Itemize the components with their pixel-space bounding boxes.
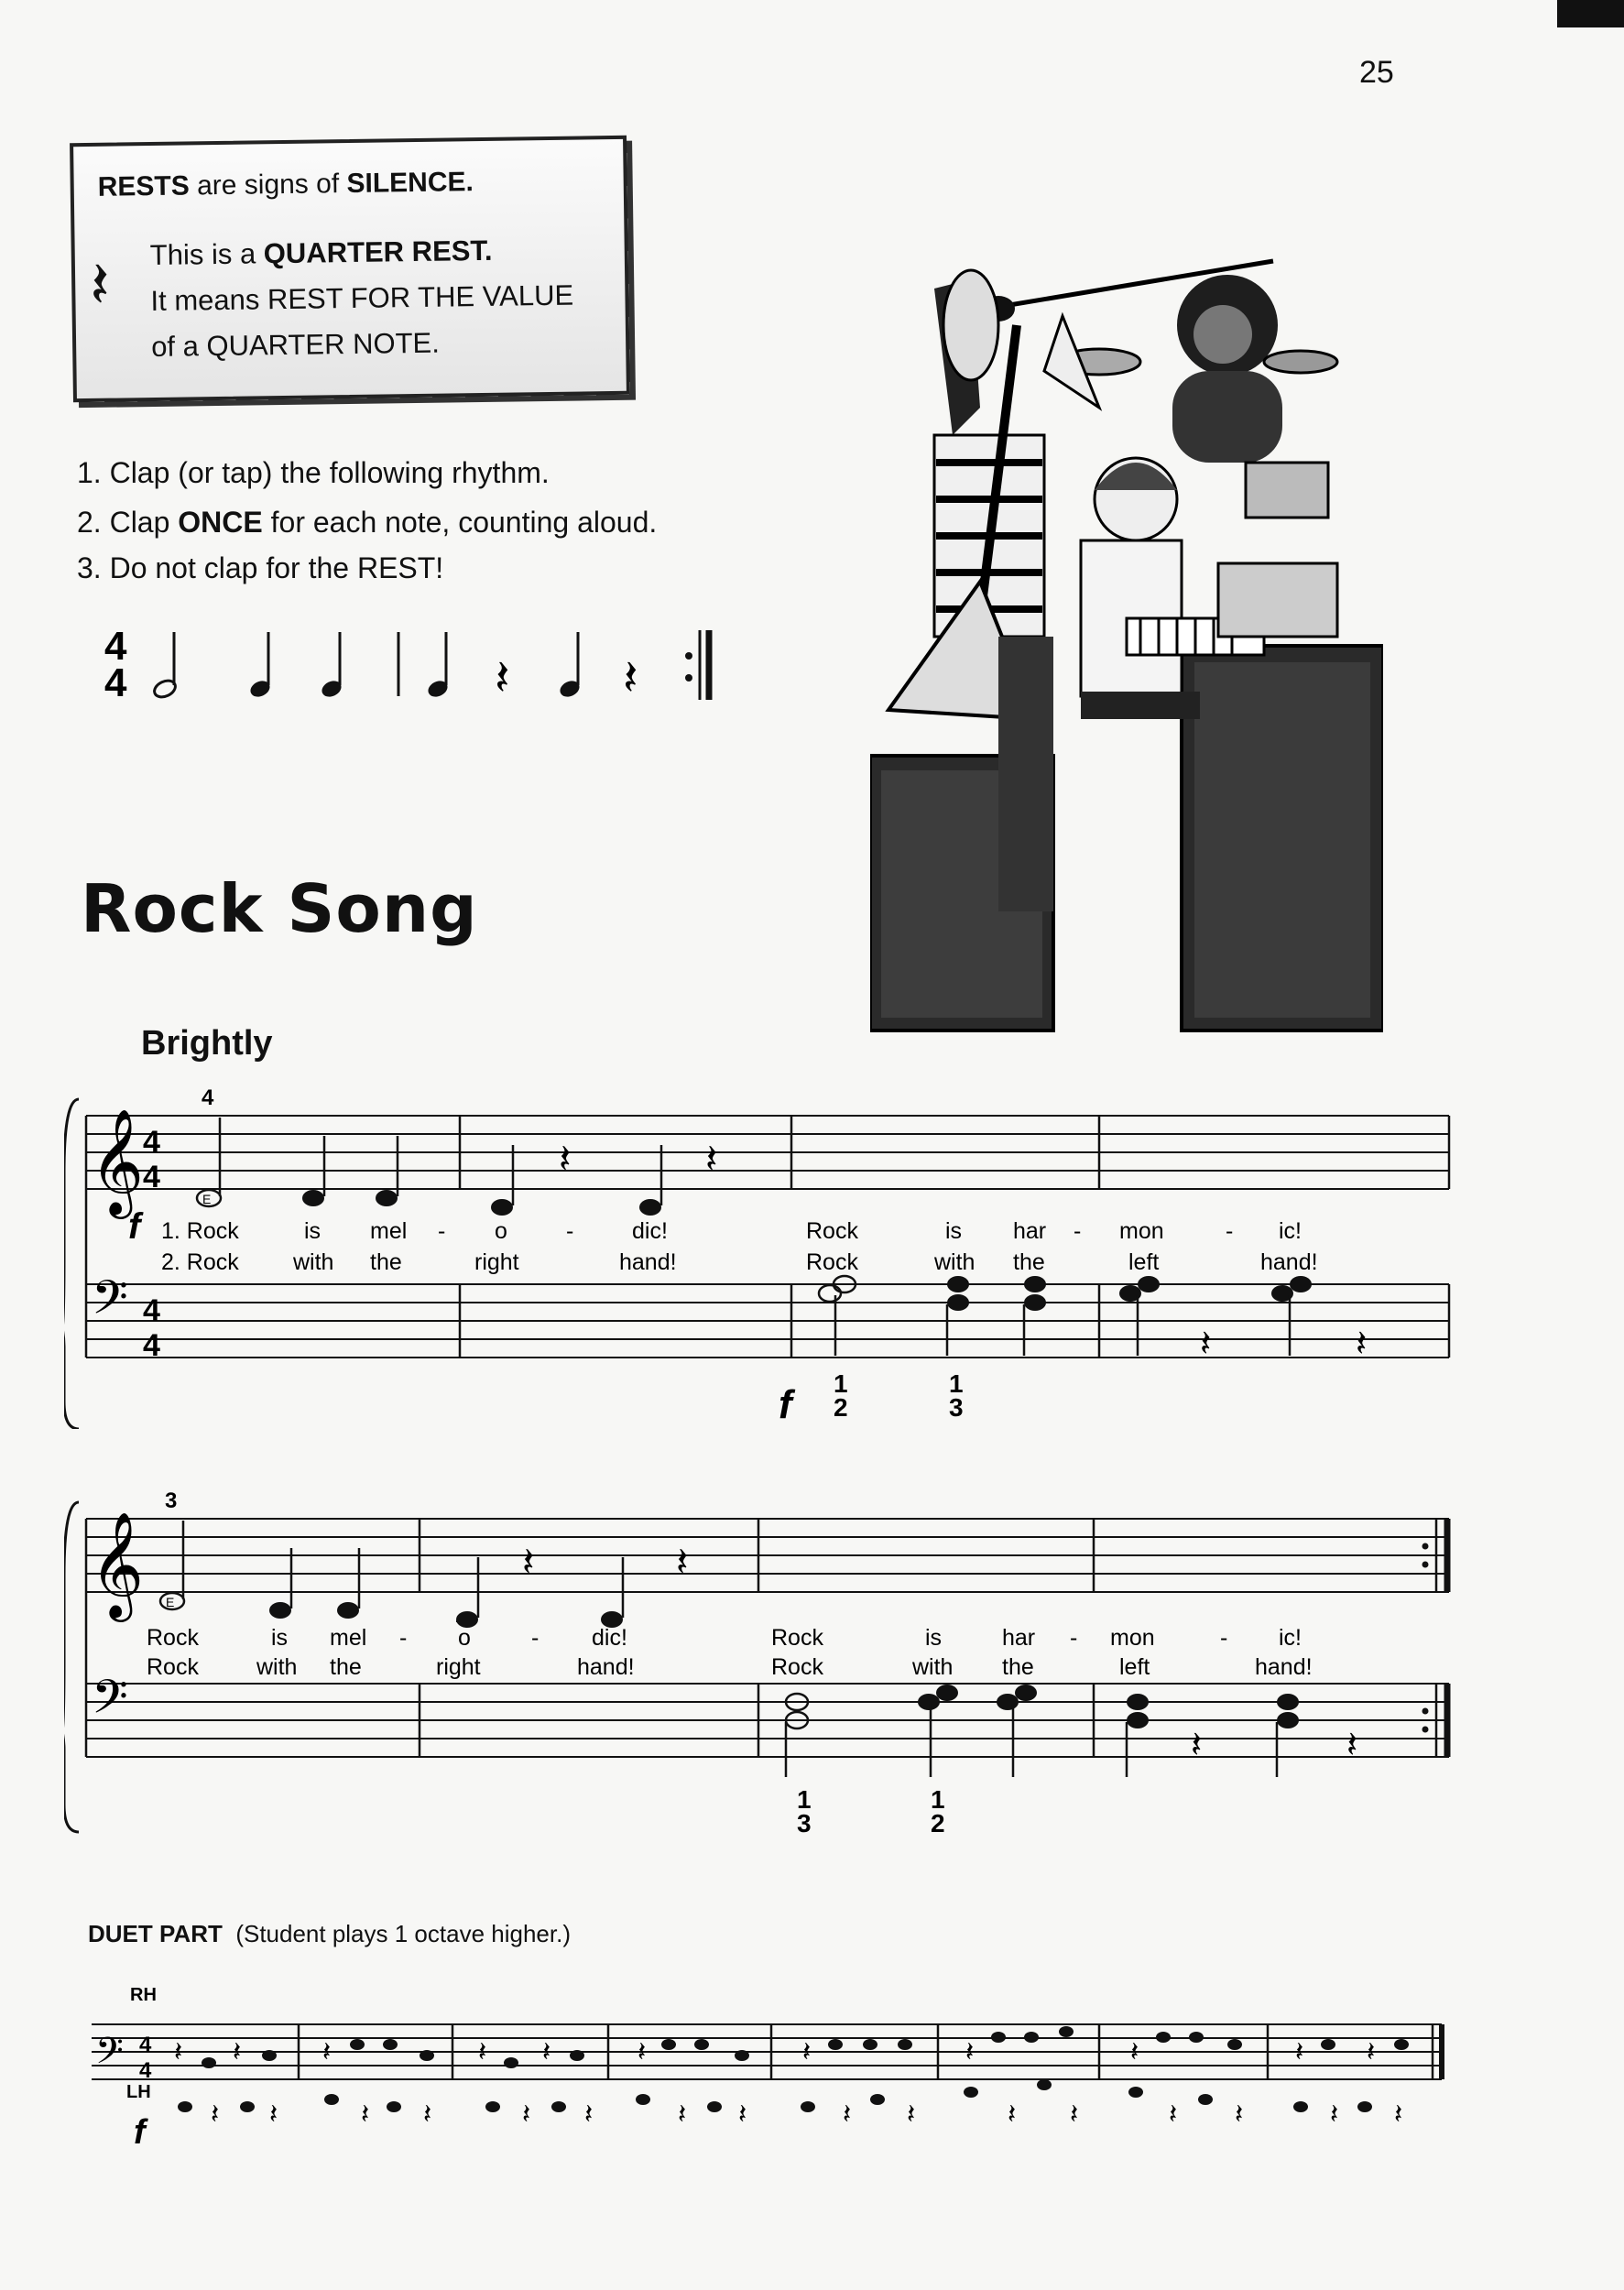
- svg-text:𝄽: 𝄽: [522, 2099, 531, 2130]
- svg-text:mon: mon: [1119, 1218, 1164, 1244]
- svg-text:𝄽: 𝄽: [638, 2037, 647, 2067]
- half-note-icon: [152, 632, 179, 700]
- half-note-chord-icon: [819, 1276, 856, 1356]
- dynamic-forte: f: [128, 1206, 141, 1247]
- svg-text:har: har: [1013, 1218, 1047, 1244]
- svg-text:dic!: dic!: [632, 1218, 668, 1244]
- rest-definition-box: [70, 136, 630, 402]
- svg-text:𝄽: 𝄽: [1367, 2037, 1376, 2067]
- svg-text:𝄽: 𝄽: [738, 2099, 747, 2130]
- duet-staff: [82, 1979, 1456, 2171]
- svg-text:Rock: Rock: [771, 1654, 823, 1680]
- time-signature-bottom: 4: [143, 1328, 160, 1363]
- bass-clef-icon: 𝄢: [92, 1272, 128, 1336]
- svg-text:o: o: [458, 1625, 471, 1651]
- time-signature-top: 4: [143, 1293, 160, 1328]
- svg-text:Rock: Rock: [806, 1249, 858, 1275]
- treble-clef-icon: 𝄞: [90, 1513, 145, 1616]
- grand-staff-system-1: [64, 1081, 1456, 1429]
- svg-text:with: with: [934, 1249, 975, 1275]
- svg-text:is: is: [945, 1218, 963, 1244]
- quarter-note-chord-icon: [1127, 1694, 1149, 1777]
- svg-text:𝄽: 𝄽: [1008, 2099, 1017, 2130]
- svg-text:hand!: hand!: [619, 1249, 677, 1275]
- time-signature-top: 4: [139, 2033, 152, 2057]
- svg-text:𝄽: 𝄽: [233, 2037, 242, 2067]
- svg-text:Rock: Rock: [147, 1654, 199, 1680]
- quarter-note-icon: [337, 1548, 359, 1619]
- quarter-rest-icon: 𝄽: [1200, 1324, 1212, 1364]
- repeat-end-icon: [685, 630, 709, 700]
- rhythm-time-top: 4: [104, 624, 127, 669]
- quarter-note-chord-icon: [947, 1276, 969, 1356]
- bass-clef-icon: 𝄢: [95, 2032, 124, 2080]
- repeat-end-icon: [1422, 1543, 1429, 1733]
- svg-text:hand!: hand!: [1255, 1654, 1313, 1680]
- svg-text:-: -: [399, 1625, 408, 1651]
- svg-text:the: the: [370, 1249, 402, 1275]
- svg-text:E: E: [166, 1595, 175, 1609]
- system-1-brace: [64, 1099, 79, 1429]
- tempo-marking: Brightly: [141, 1024, 273, 1063]
- dynamic-forte: f: [779, 1382, 792, 1427]
- svg-text:𝄽: 𝄽: [843, 2099, 852, 2130]
- svg-text:𝄽: 𝄽: [423, 2099, 432, 2130]
- svg-text:𝄽: 𝄽: [1235, 2099, 1244, 2130]
- svg-text:ic!: ic!: [1279, 1218, 1302, 1244]
- svg-text:left: left: [1119, 1654, 1150, 1680]
- svg-text:o: o: [495, 1218, 507, 1244]
- rest-box-heading: RESTS are signs of SILENCE.: [97, 167, 474, 202]
- system-1-verse-2: [161, 1249, 1318, 1275]
- half-note-icon: [197, 1118, 221, 1206]
- svg-text:𝄽: 𝄽: [174, 2037, 183, 2067]
- quarter-rest-icon: 𝄽: [1191, 1725, 1203, 1765]
- quarter-note-chord-icon: [1271, 1276, 1312, 1356]
- svg-text:𝄽: 𝄽: [478, 2037, 487, 2067]
- svg-text:hand!: hand!: [1260, 1249, 1318, 1275]
- svg-text:1: 1: [931, 1785, 945, 1814]
- svg-text:-: -: [438, 1218, 446, 1244]
- quarter-note-icon: [426, 632, 451, 700]
- quarter-note-icon: [558, 632, 583, 700]
- svg-text:𝄽: 𝄽: [361, 2099, 370, 2130]
- svg-text:𝄽: 𝄽: [1169, 2099, 1178, 2130]
- instruction-3: 3. Do not clap for the REST!: [77, 551, 444, 584]
- quarter-note-icon: [491, 1145, 513, 1216]
- quarter-note-icon: [639, 1145, 661, 1216]
- system-1-bass-staff: [86, 1284, 1449, 1358]
- quarter-rest-icon: 𝄽: [1356, 1324, 1368, 1364]
- rest-box-line-3: It means REST FOR THE VALUE: [150, 278, 574, 318]
- svg-text:E: E: [202, 1192, 212, 1206]
- treble-clef-icon: 𝄞: [90, 1110, 145, 1213]
- quarter-note-chord-icon: [918, 1685, 958, 1777]
- svg-text:the: the: [1013, 1249, 1045, 1275]
- quarter-note-chord-icon: [1119, 1276, 1160, 1356]
- svg-text:2: 2: [931, 1809, 945, 1837]
- rhythm-time-bottom: 4: [104, 660, 127, 705]
- bass-clef-icon: 𝄢: [92, 1672, 128, 1735]
- svg-text:Rock: Rock: [771, 1625, 823, 1651]
- svg-text:-: -: [1226, 1218, 1234, 1244]
- svg-text:-: -: [1070, 1625, 1078, 1651]
- quarter-rest-icon: 𝄽: [495, 650, 510, 705]
- svg-text:𝄽: 𝄽: [322, 2037, 332, 2067]
- quarter-note-chord-icon: [1277, 1694, 1299, 1777]
- page-edge-shadow: [1557, 0, 1624, 27]
- svg-text:is: is: [271, 1625, 289, 1651]
- svg-text:𝄽: 𝄽: [1130, 2037, 1139, 2067]
- svg-text:-: -: [1220, 1625, 1228, 1651]
- grand-staff-system-2: [64, 1484, 1456, 1841]
- svg-text:-: -: [566, 1218, 574, 1244]
- system-1-fingering: [834, 1369, 964, 1422]
- svg-text:-: -: [531, 1625, 540, 1651]
- time-signature-bottom: 4: [143, 1160, 160, 1194]
- time-signature-bottom: 4: [139, 2058, 152, 2083]
- rest-box-line-2: This is a QUARTER REST.: [149, 234, 493, 272]
- svg-text:𝄽: 𝄽: [211, 2099, 220, 2130]
- svg-text:left: left: [1128, 1249, 1160, 1275]
- svg-text:is: is: [925, 1625, 943, 1651]
- lh-label: LH: [126, 2082, 151, 2102]
- half-note-chord-icon: [786, 1694, 808, 1777]
- svg-text:Rock: Rock: [806, 1218, 858, 1244]
- fingering-number: 4: [202, 1085, 214, 1110]
- instruction-2: 2. Clap ONCE for each note, counting aloud.: [77, 506, 658, 539]
- svg-text:𝄽: 𝄽: [542, 2037, 551, 2067]
- duet-bass-staff: [92, 2024, 1442, 2079]
- system-2-bass-staff: [86, 1684, 1449, 1757]
- duet-part-heading: DUET PART (Student plays 1 octave higher.): [88, 1920, 571, 1947]
- svg-text:the: the: [1002, 1654, 1034, 1680]
- svg-text:𝄽: 𝄽: [1394, 2099, 1403, 2130]
- quarter-rest-icon: 𝄽: [1346, 1725, 1358, 1765]
- svg-text:-: -: [1074, 1218, 1082, 1244]
- svg-text:2: 2: [834, 1393, 848, 1422]
- svg-text:𝄽: 𝄽: [1070, 2099, 1079, 2130]
- quarter-note-icon: [320, 632, 344, 700]
- quarter-note-chord-icon: [997, 1685, 1037, 1777]
- rock-band-illustration: [870, 224, 1383, 1040]
- system-1-treble-staff: [86, 1116, 1449, 1189]
- quarter-rest-icon: 𝄽: [89, 246, 111, 322]
- svg-text:dic!: dic!: [592, 1625, 627, 1651]
- dynamic-forte: f: [134, 2113, 146, 2152]
- rest-box-line-4: of a QUARTER NOTE.: [150, 326, 441, 364]
- quarter-note-chord-icon: [1024, 1276, 1046, 1356]
- svg-text:with: with: [256, 1654, 298, 1680]
- svg-text:right: right: [436, 1654, 481, 1680]
- svg-text:𝄽: 𝄽: [965, 2037, 975, 2067]
- rhythm-exercise: [92, 605, 751, 724]
- page-number: 25: [1359, 55, 1394, 90]
- quarter-rest-icon: 𝄽: [522, 1540, 535, 1585]
- svg-text:hand!: hand!: [577, 1654, 635, 1680]
- quarter-rest-icon: 𝄽: [559, 1137, 572, 1182]
- svg-text:1: 1: [834, 1369, 848, 1398]
- instruction-1: 1. Clap (or tap) the following rhythm.: [77, 456, 550, 489]
- svg-text:with: with: [293, 1249, 334, 1275]
- song-title: Rock Song: [81, 870, 478, 947]
- svg-text:right: right: [474, 1249, 519, 1275]
- measure-number: 3: [165, 1488, 178, 1513]
- svg-text:3: 3: [797, 1809, 812, 1837]
- system-2-brace: [64, 1502, 79, 1832]
- svg-text:mel: mel: [330, 1625, 367, 1651]
- svg-text:ic!: ic!: [1279, 1625, 1302, 1651]
- system-2-verse-2: [147, 1654, 1313, 1680]
- svg-text:𝄽: 𝄽: [1295, 2037, 1304, 2067]
- svg-text:𝄽: 𝄽: [269, 2099, 278, 2130]
- quarter-rest-icon: 𝄽: [676, 1540, 689, 1585]
- system-2-fingering: [797, 1785, 945, 1837]
- svg-text:har: har: [1002, 1625, 1036, 1651]
- svg-text:Rock: Rock: [147, 1625, 199, 1651]
- svg-text:𝄽: 𝄽: [907, 2099, 916, 2130]
- svg-text:𝄽: 𝄽: [584, 2099, 594, 2130]
- svg-text:1: 1: [949, 1369, 964, 1398]
- system-2-verse-1: [147, 1625, 1302, 1651]
- duet-lh-notes: [178, 2079, 1372, 2112]
- system-1-verse-1: [161, 1218, 1302, 1244]
- rh-label: RH: [130, 1985, 157, 2005]
- time-signature-top: 4: [143, 1125, 160, 1160]
- quarter-rest-icon: 𝄽: [705, 1137, 718, 1182]
- half-note-icon: [160, 1521, 184, 1609]
- svg-text:mel: mel: [370, 1218, 408, 1244]
- quarter-note-icon: [248, 632, 273, 700]
- quarter-rest-icon: 𝄽: [623, 650, 638, 705]
- svg-text:2. Rock: 2. Rock: [161, 1249, 239, 1275]
- svg-text:1. Rock: 1. Rock: [161, 1218, 239, 1244]
- svg-text:with: with: [912, 1654, 954, 1680]
- svg-text:is: is: [304, 1218, 322, 1244]
- svg-text:𝄽: 𝄽: [802, 2037, 812, 2067]
- svg-text:𝄽: 𝄽: [1330, 2099, 1339, 2130]
- svg-text:the: the: [330, 1654, 362, 1680]
- quarter-note-icon: [269, 1548, 291, 1619]
- svg-text:𝄽: 𝄽: [678, 2099, 687, 2130]
- svg-text:mon: mon: [1110, 1625, 1155, 1651]
- svg-text:3: 3: [949, 1393, 964, 1422]
- svg-text:1: 1: [797, 1785, 812, 1814]
